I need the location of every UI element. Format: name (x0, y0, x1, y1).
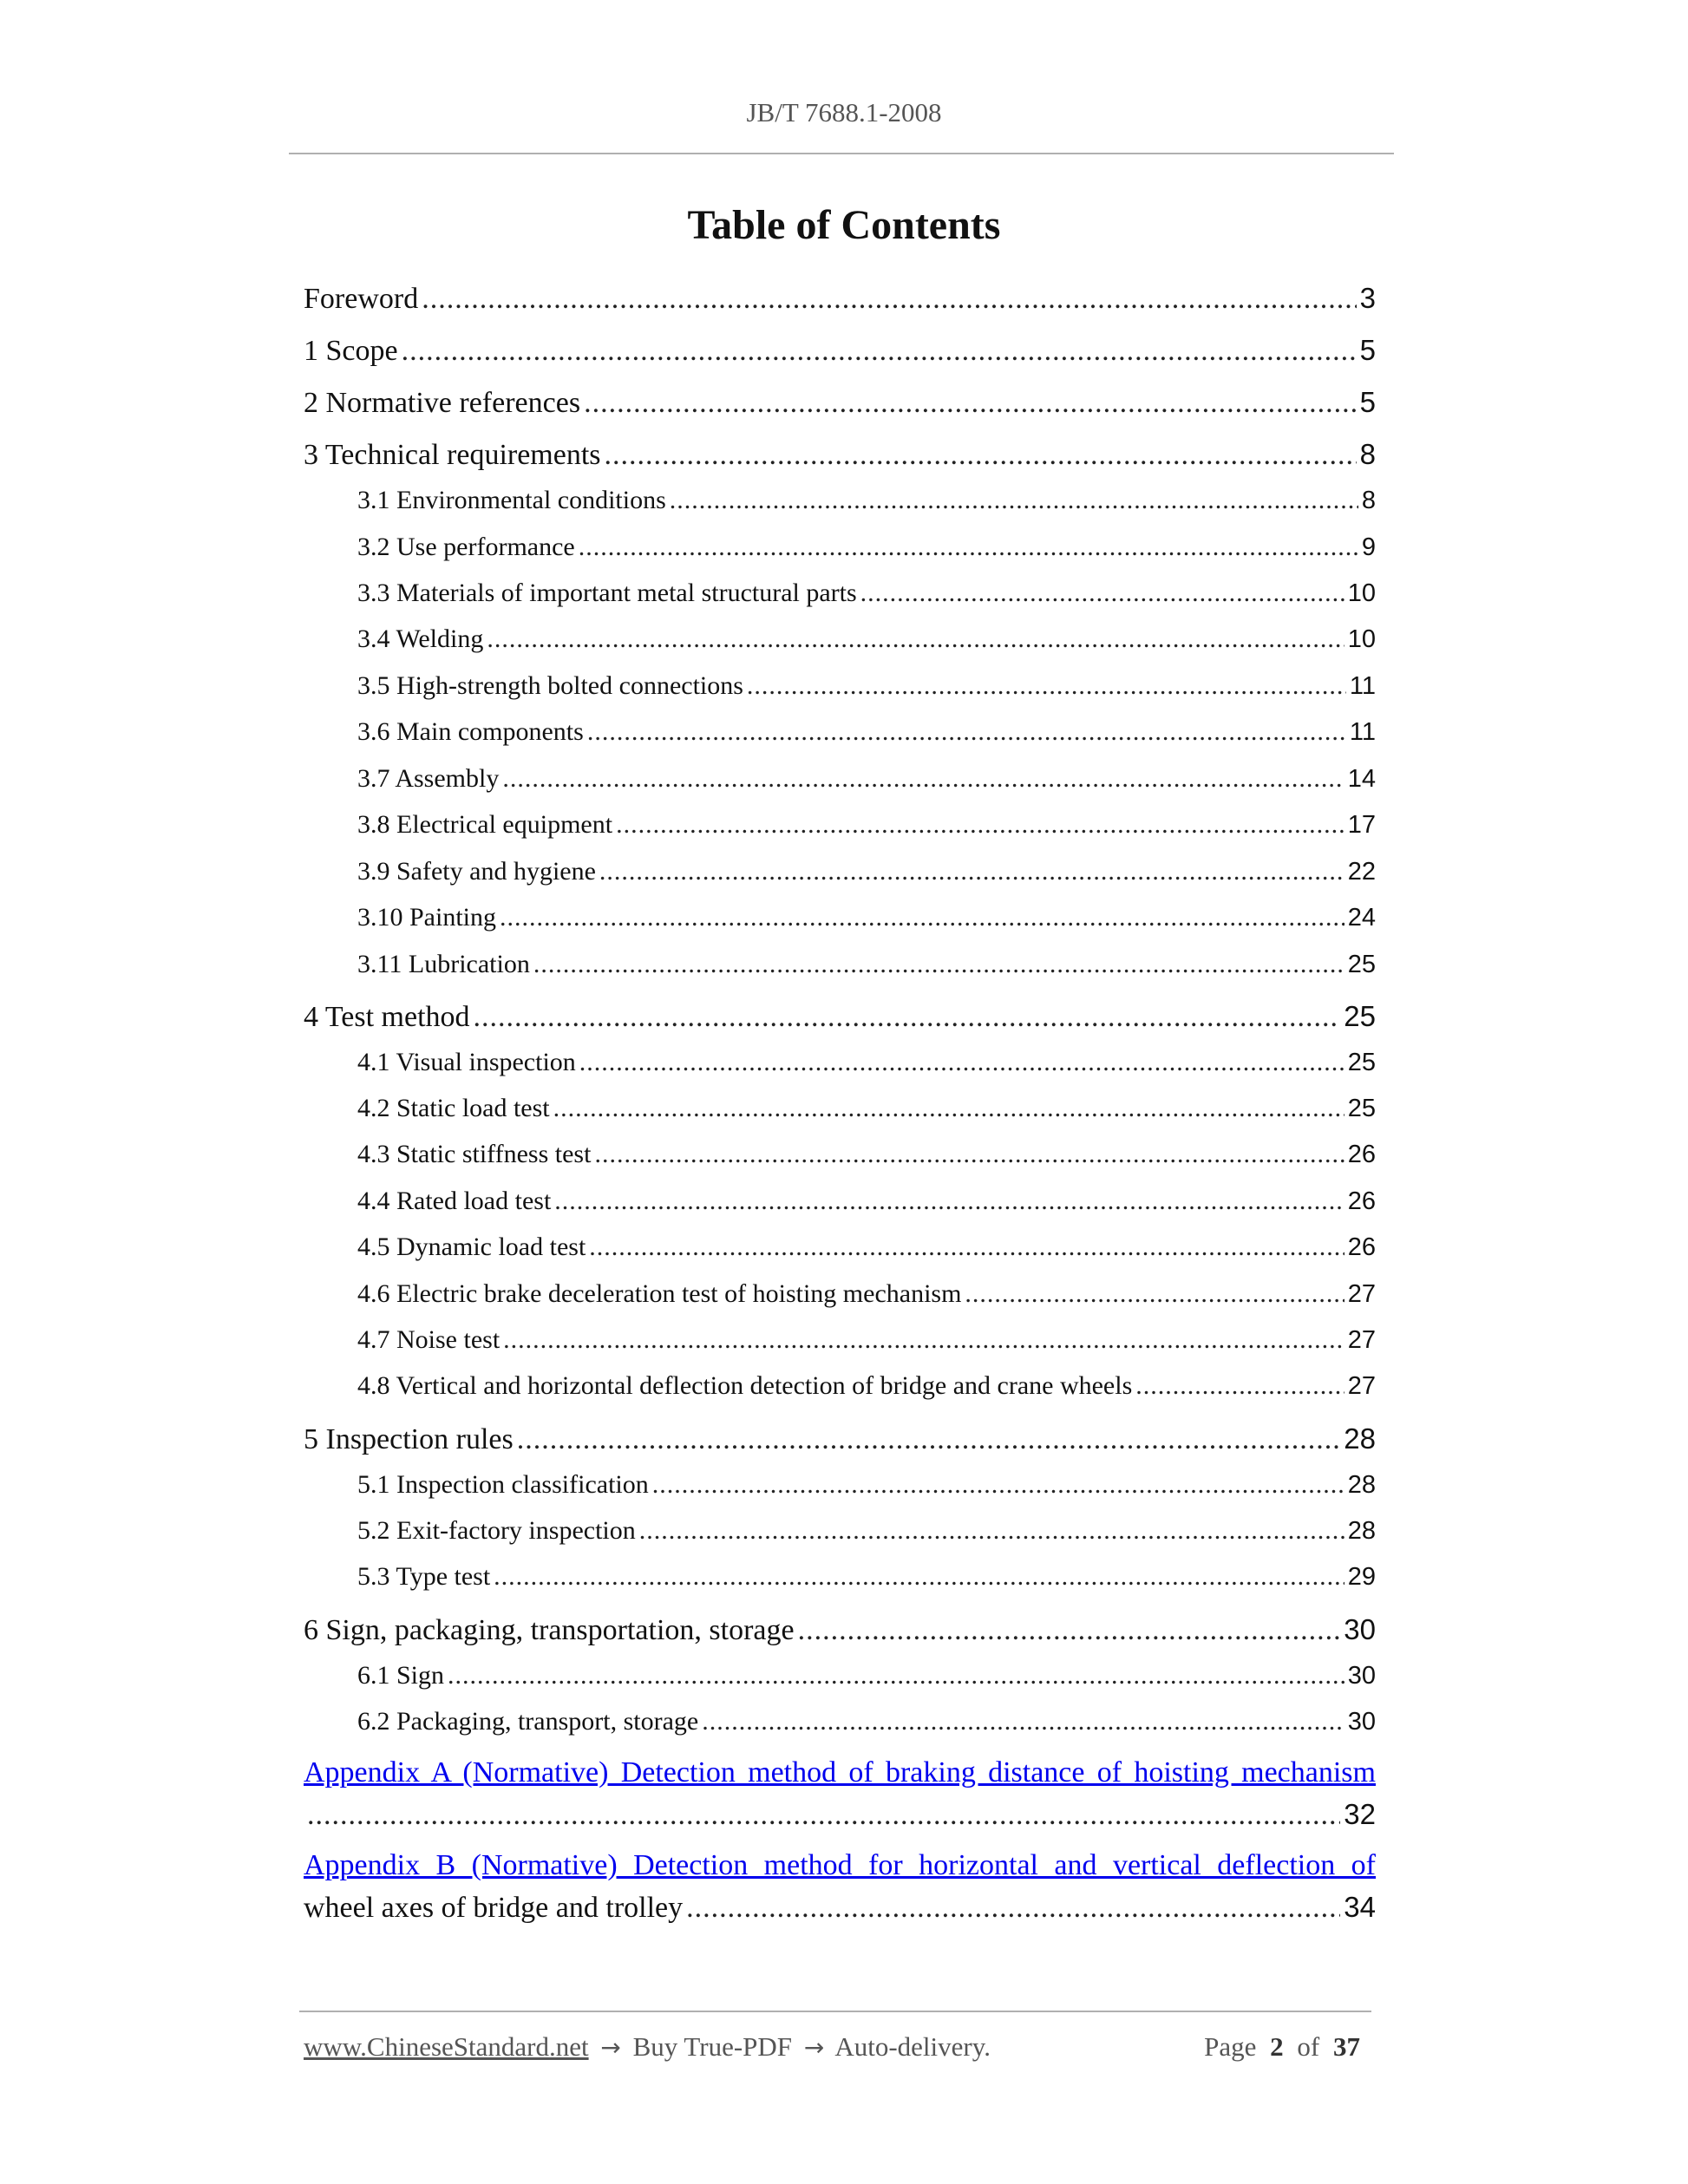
toc-entry-page: 8 (1361, 487, 1376, 514)
toc-entry[interactable] (357, 530, 1376, 565)
toc-entry-page: 9 (1361, 533, 1376, 561)
toc-entry-page: 29 (1347, 1563, 1376, 1591)
buy-text: Buy True-PDF (632, 2031, 793, 2062)
toc-entry-label: 5.2 Exit-factory inspection (357, 1516, 636, 1545)
toc-entry-page: 26 (1347, 1141, 1376, 1168)
toc-entry-page: 17 (1347, 811, 1376, 839)
toc-entry-label: Foreword (304, 283, 419, 315)
toc-entry-page: 25 (1347, 1049, 1376, 1076)
toc-entry[interactable] (357, 1091, 1376, 1126)
toc-entry-label: 4.7 Noise test (357, 1325, 501, 1354)
toc-entry-page: 24 (1347, 904, 1376, 932)
dot-leader (494, 1560, 1345, 1594)
toc-entry-label: 6.1 Sign (357, 1661, 445, 1690)
dot-leader (798, 1612, 1341, 1649)
toc-entry-label: 4.1 Visual inspection (357, 1048, 576, 1076)
toc-entry[interactable] (304, 331, 1376, 369)
toc-entry[interactable] (304, 997, 1376, 1036)
toc-entry-label: 3.10 Painting (357, 903, 497, 932)
toc-entry-label: 2 Normative references (304, 387, 581, 419)
toc-entry-page: 26 (1347, 1233, 1376, 1261)
toc-entry-page: 11 (1349, 672, 1376, 700)
toc-entry[interactable] (357, 1560, 1376, 1594)
toc-entry[interactable] (304, 383, 1376, 422)
toc-entry-label: 3.6 Main components (357, 717, 584, 746)
toc-entry[interactable] (357, 622, 1376, 657)
dot-leader (702, 1704, 1344, 1739)
page-footer (304, 2031, 1367, 2070)
toc-entry-label: 6 Sign, packaging, transportation, storage (304, 1614, 795, 1646)
toc-entry-label: 5.1 Inspection classification (357, 1470, 649, 1499)
toc-entry-label: 4.6 Electric brake deceleration test of hoisting mechanism (357, 1279, 962, 1308)
toc-entry-page: 11 (1349, 718, 1376, 746)
page-indicator (1204, 2031, 1367, 2063)
toc-entry-label: 3.1 Environmental conditions (357, 486, 666, 514)
toc-entry-page: 27 (1347, 1280, 1376, 1308)
toc-entry[interactable] (357, 1230, 1376, 1265)
toc-entry[interactable] (357, 1514, 1376, 1548)
dot-leader (965, 1277, 1344, 1311)
document-code-header: JB/T 7688.1-2008 (746, 97, 942, 128)
dot-leader (747, 669, 1346, 703)
dot-leader (686, 1889, 1340, 1926)
dot-leader (502, 762, 1344, 796)
toc-entry-label: 4.4 Rated load test (357, 1187, 552, 1215)
toc-entry-label: wheel axes of bridge and trolley (304, 1892, 684, 1924)
toc-entry-page: 30 (1344, 1613, 1376, 1645)
toc-entry[interactable] (357, 947, 1376, 982)
toc-entry-label: 5 Inspection rules (304, 1423, 514, 1455)
toc-entry-label: 3 Technical requirements (304, 439, 601, 471)
toc-entry[interactable] (357, 854, 1376, 889)
dot-leader (599, 854, 1345, 889)
toc-entry-label: 4.2 Static load test (357, 1094, 550, 1122)
footer-promo (304, 2031, 991, 2063)
toc-entry-page: 22 (1347, 858, 1376, 886)
toc-entry-page: 32 (1344, 1798, 1376, 1830)
toc-entry[interactable] (357, 1277, 1376, 1311)
toc-entry[interactable] (357, 576, 1376, 611)
toc-entry[interactable] (304, 435, 1376, 474)
dot-leader (517, 1421, 1341, 1458)
toc-entry-label: 3.2 Use performance (357, 533, 575, 561)
of-word: of (1297, 2031, 1320, 2062)
toc-entry-label: 6.2 Packaging, transport, storage (357, 1707, 699, 1736)
toc-entry-page: 25 (1347, 951, 1376, 978)
toc-entry-label: 1 Scope (304, 335, 398, 367)
toc-entry[interactable] (357, 1369, 1376, 1403)
dot-leader (553, 1091, 1345, 1126)
toc-entry[interactable] (357, 1184, 1376, 1219)
toc-entry-label: 3.8 Electrical equipment (357, 810, 613, 839)
toc-entry[interactable] (357, 1323, 1376, 1357)
page-title: Table of Contents (687, 202, 1001, 248)
toc-entry[interactable] (357, 669, 1376, 703)
dot-leader (579, 1045, 1345, 1080)
toc-entry-label: 4.8 Vertical and horizontal deflection detection of bridge and crane wheels (357, 1371, 1133, 1400)
toc-entry[interactable] (357, 1137, 1376, 1172)
toc-entry[interactable] (304, 1611, 1376, 1649)
dot-leader (587, 715, 1346, 749)
dot-leader (670, 483, 1358, 518)
dot-leader (616, 808, 1345, 842)
page-current: 2 (1270, 2031, 1284, 2062)
dot-leader (652, 1468, 1345, 1502)
toc-entry-page: 30 (1347, 1662, 1376, 1690)
toc-entry-label: 3.3 Materials of important metal structural parts (357, 579, 857, 607)
toc-entry[interactable] (357, 1658, 1376, 1693)
toc-entry-appendix-a-page-line[interactable] (304, 1795, 1376, 1834)
dot-leader (584, 384, 1357, 422)
dot-leader (605, 436, 1357, 474)
toc-entry-page: 3 (1359, 282, 1376, 314)
toc-entry[interactable] (304, 1420, 1376, 1458)
toc-entry-label: 3.9 Safety and hygiene (357, 857, 596, 886)
page-total: 37 (1333, 2031, 1360, 2062)
dot-leader (487, 622, 1344, 657)
dot-leader (579, 530, 1358, 565)
toc-entry-label: 4.3 Static stiffness test (357, 1140, 592, 1168)
dot-leader (474, 998, 1341, 1036)
toc-entry-page: 27 (1347, 1372, 1376, 1400)
toc-entry[interactable] (357, 1468, 1376, 1502)
toc-entry-page: 25 (1347, 1095, 1376, 1122)
toc-entry-label: 3.7 Assembly (357, 764, 500, 793)
toc-entry[interactable] (357, 483, 1376, 518)
toc-entry-appendix-b-page-line[interactable] (304, 1888, 1376, 1926)
toc-entry-page: 27 (1347, 1326, 1376, 1354)
toc-entry-label: 3.4 Welding (357, 624, 484, 653)
toc-entry-label: 5.3 Type test (357, 1562, 491, 1591)
toc-entry-page: 28 (1344, 1422, 1376, 1455)
toc-entry-appendix-a-text[interactable]: Appendix A (Normative) Detection method of braking distance of hoisting mechanism (304, 1756, 1376, 1788)
arrow-right-icon: → (803, 2033, 825, 2062)
dot-leader (639, 1514, 1345, 1548)
toc-entry-label: 3.5 High-strength bolted connections (357, 671, 743, 700)
toc-entry[interactable] (357, 900, 1376, 935)
footer-divider (299, 2011, 1371, 2012)
dot-leader (307, 1796, 1340, 1834)
toc-entry-page: 10 (1347, 579, 1376, 607)
toc-entry-page: 5 (1359, 386, 1376, 418)
toc-entry-page: 5 (1359, 334, 1376, 366)
dot-leader (402, 332, 1357, 369)
toc-entry-label: 4 Test method (304, 1001, 470, 1033)
header-divider (289, 153, 1394, 154)
toc-entry[interactable] (357, 808, 1376, 842)
toc-entry-page: 25 (1344, 1000, 1376, 1032)
toc-entry-page: 10 (1347, 625, 1376, 653)
toc-entry[interactable] (357, 1704, 1376, 1739)
toc-entry-page: 28 (1347, 1471, 1376, 1499)
page-word: Page (1204, 2031, 1257, 2062)
dot-leader (589, 1230, 1344, 1265)
arrow-right-icon: → (600, 2033, 621, 2062)
toc-entry-page: 34 (1344, 1891, 1376, 1923)
toc-entry-page: 30 (1347, 1708, 1376, 1736)
toc-entry-page: 28 (1347, 1517, 1376, 1545)
dot-leader (422, 280, 1356, 317)
site-link[interactable]: www.ChineseStandard.net (304, 2031, 589, 2062)
dot-leader (448, 1658, 1345, 1693)
dot-leader (554, 1184, 1344, 1219)
dot-leader (500, 900, 1345, 935)
toc-entry-page: 14 (1347, 765, 1376, 793)
toc-entry-appendix-b-text[interactable]: Appendix B (Normative) Detection method for horizontal and vertical deflection of (304, 1849, 1376, 1881)
dot-leader (533, 947, 1345, 982)
toc-entry-label: 3.11 Lubrication (357, 950, 530, 978)
toc-entry-page: 8 (1359, 438, 1376, 470)
toc-entry[interactable] (304, 279, 1376, 317)
toc-entry[interactable] (357, 762, 1376, 796)
toc-entry[interactable] (357, 715, 1376, 749)
toc-entry-label: 4.5 Dynamic load test (357, 1233, 586, 1261)
toc-entry-page: 26 (1347, 1187, 1376, 1215)
dot-leader (594, 1137, 1344, 1172)
dot-leader (860, 576, 1345, 611)
dot-leader (503, 1323, 1345, 1357)
delivery-text: Auto-delivery. (834, 2031, 991, 2062)
toc-entry[interactable] (357, 1045, 1376, 1080)
dot-leader (1135, 1369, 1344, 1403)
